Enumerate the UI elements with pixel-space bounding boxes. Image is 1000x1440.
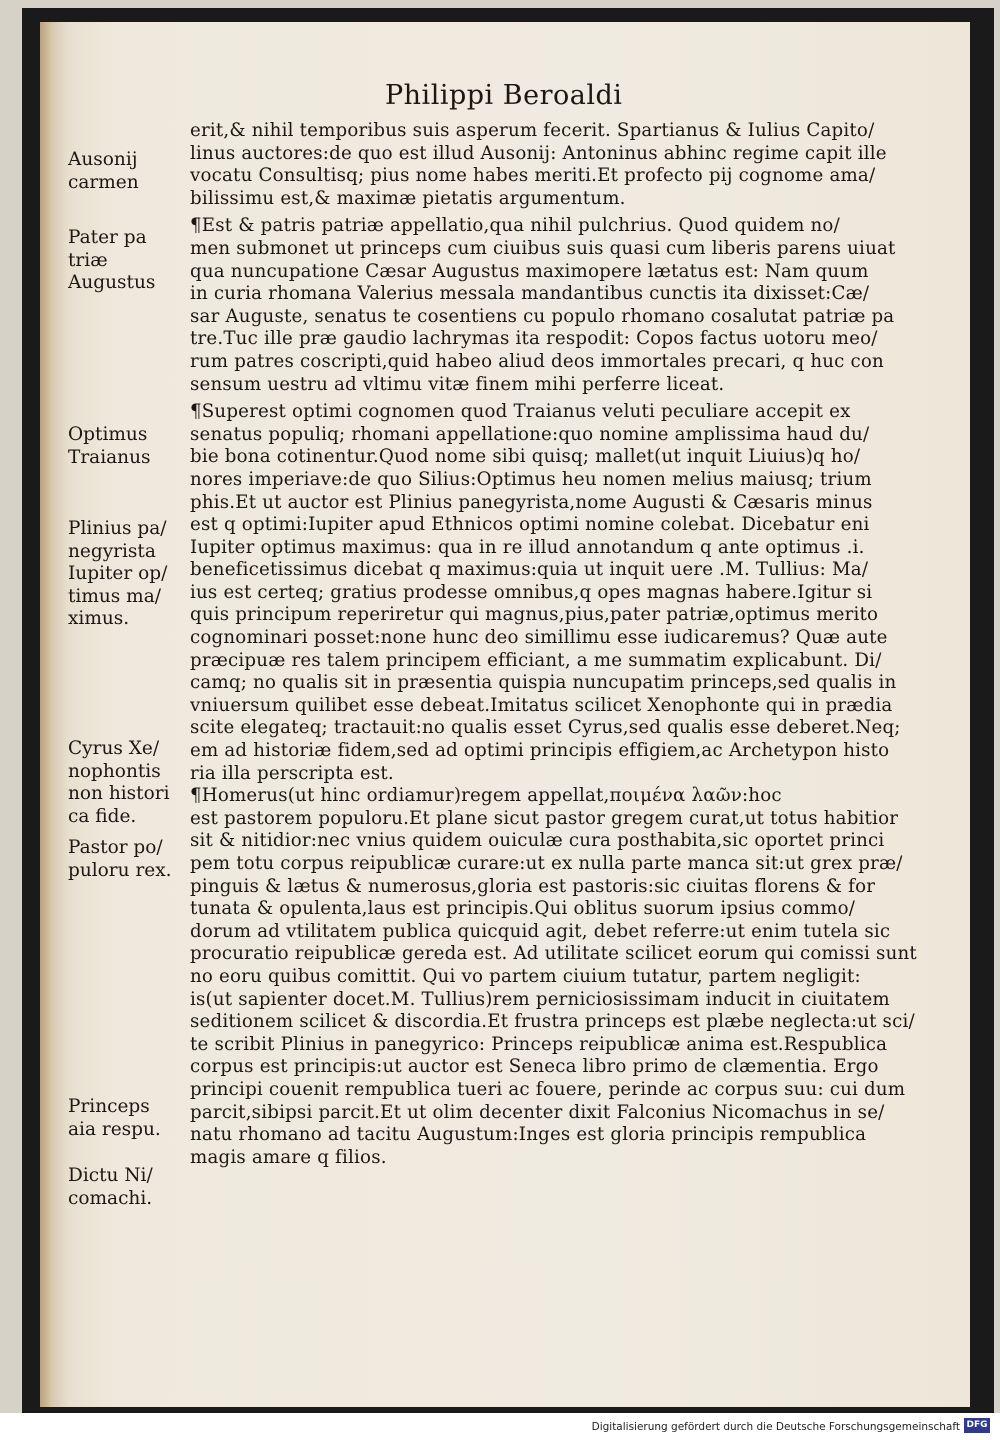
margin-note-line: Iupiter op/ [68,563,168,584]
text-line: men submonet ut princeps cum ciuibus suis quasi cum liberis parens uiuat [190,237,896,259]
text-line: parcit,sibipsi parcit.Et ut olim decenter dixit Falconius Nicomachus in se/ [190,1101,885,1123]
text-line: ius est certeq; gratius prodesse omnibus,q opes magnas habere.Igitur si [190,581,873,603]
margin-note-line: nophontis [68,760,161,782]
margin-note [68,1165,196,1210]
text-line: beneficetissimus dicebat q maximus:quia ut inquit uere .M. Tullius: Ma/ [190,559,869,581]
text-line: bilissimu est,& maximæ pietatis argumentum. [190,187,626,209]
text-line: phis.Et ut auctor est Plinius panegyrista,nome Augusti & Cæsaris minus [190,491,873,513]
main-text-block [190,120,945,1169]
text-line: qua nuncupatione Cæsar Augustus maximopere lætatus est: Nam quum [190,260,869,282]
text-line: sit & nitidior:nec vnius quidem ouiculæ cura posthabita,sic oportet princi [190,830,885,852]
text-line: est q optimi:Iupiter apud Ethnicos optimi nomine colebat. Dicebatur eni [190,514,870,536]
text-line: ¶Est & patris patriæ appellatio,qua nihil pulchrius. Quod quidem no/ [190,215,840,237]
text-line: camq; no qualis sit in præsentia quispia nuncupatim princeps,sed qualis in [190,672,897,694]
text-line: in curia rhomana Valerius messala mandantibus cunctis ita dixisset:Cæ/ [190,283,870,305]
margin-note-line: puloru rex. [68,859,172,881]
text-line: pinguis & lætus & numerosus,gloria est pastoris:sic ciuitas florens & for [190,875,876,897]
text-line: nores imperiave:de quo Silius:Optimus heu nomen melius maiusq; trium [190,468,872,490]
text-line: ria illa perscripta est. [190,762,394,784]
text-line: is(ut sapienter docet.M. Tullius)rem perniciosissimam inducit in ciuitatem [190,988,890,1010]
margin-note [68,518,196,631]
margin-note-line: comachi. [68,1187,153,1209]
margin-note [68,227,196,295]
text-line: no eoru quibus comittit. Qui vo partem ciuium tutatur, partem negligit: [190,965,861,987]
margin-note-line: ximus. [68,608,130,629]
margin-note-line: negyrista [68,540,156,562]
margin-note-line: non histori [68,783,170,804]
text-line: quis principum reperiretur qui magnus,pius,pater patriæ,optimus merito [190,604,879,626]
dfg-logo-icon: DFG [964,1418,990,1433]
text-line: ¶Superest optimi cognomen quod Traianus veluti peculiare accepit ex [190,401,851,423]
text-line: vniuersum quilibet esse debeat.Imitatus scilicet Xenophonte qui in prædia [190,694,893,716]
text-line: tre.Tuc ille præ gaudio lachrymas ita respodit: Copos factus uotoru meo/ [190,328,878,350]
margin-note-line: aia respu. [68,1118,161,1140]
text-line: Iupiter optimus maximus: qua in re illud annotandum q ante optimus .i. [190,536,865,558]
text-line: sar Auguste, senatus te cosentiens cu populo rhomano cosalutat patriæ pa [190,305,895,327]
margin-note-line: Plinius pa/ [68,518,167,539]
margin-note-line: Dictu Ni/ [68,1165,153,1186]
text-line: cognominari posset:none hunc deo simillimu esse iudicaremus? Quæ aute [190,627,888,649]
text-line: linus auctores:de quo est illud Ausonij: Antoninus abhinc regime capit ille [190,142,887,164]
margin-note-line: Ausonij [68,149,138,170]
margin-note-line: triæ [68,249,108,271]
text-line: sensum uestru ad vltimu vitæ finem mihi perferre liceat. [190,373,725,395]
text-line: scite elegateq; tractauit:no qualis esset Cyrus,sed qualis esse deberet.Neq; [190,717,901,739]
margin-note-line: ca fide. [68,805,137,827]
text-line: seditionem scilicet & discordia.Et frustra princeps est plæbe neglecta:ut sci/ [190,1011,915,1033]
margin-note-line: carmen [68,171,139,193]
text-line: præcipuæ res talem principem efficiant, a me summatim explicabunt. Di/ [190,649,882,671]
text-line: pem totu corpus reipublicæ curare:ut ex nulla parte manca sit:ut grex præ/ [190,853,903,874]
margin-note-line: timus ma/ [68,585,161,607]
margin-note [68,149,196,194]
text-line: corpus est principis:ut auctor est Seneca libro primo de clæmentia. Ergo [190,1056,879,1078]
margin-note-line: Pastor po/ [68,837,163,858]
margin-note-line: Augustus [68,272,156,293]
margin-note [68,1096,196,1141]
margin-note-line: Traianus [68,446,151,468]
text-line: procuratio reipublicæ gereda est. Ad utilitate scilicet eorum qui comissi sunt [190,943,917,965]
text-line: dorum ad vtilitatem publica quicquid agit, debet referre:ut enim tutela sic [190,920,891,942]
text-line: vocatu Consultisq; pius nome habes meriti.Et profecto pij cognome ama/ [190,165,876,187]
margin-note [68,837,196,882]
margin-note [68,424,196,469]
running-head: Philippi Beroaldi [385,80,623,111]
text-line: te scribit Plinius in panegyrico: Princeps reipublicæ anima est.Respublica [190,1033,888,1055]
margin-note-line: Optimus [68,424,148,445]
text-line: erit,& nihil temporibus suis asperum fecerit. Spartianus & Iulius Capito/ [190,120,875,141]
text-line: magis amare q filios. [190,1146,387,1168]
margin-note [68,738,196,828]
text-line: bie bona cotinentur.Quod nome sibi quisq; mallet(ut inquit Liuius)q ho/ [190,446,861,468]
book-page [40,22,970,1407]
text-line: natu rhomano ad tacitu Augustum:Inges est gloria principis rempublica [190,1124,867,1146]
margin-note-line: Pater pa [68,227,147,248]
text-line: em ad historiæ fidem,sed ad optimi principis effigiem,ac Archetypon histo [190,740,890,762]
margin-note-line: Princeps [68,1096,150,1117]
text-line: ¶Homerus(ut hinc ordiamur)regem appellat,ποιμένα λαῶν:hoc [190,785,782,807]
text-line: rum patres coscripti,quid habeo aliud deos immortales precari, q huc con [190,350,884,372]
margin-note-line: Cyrus Xe/ [68,738,160,759]
marginal-notes [40,22,200,1407]
text-line: senatus populiq; rhomani appellatione:quo nomine amplissima haud du/ [190,423,870,445]
text-line: principi couenit rempublica tueri ac fouere, perinde ac corpus suu: cui dum [190,1078,906,1100]
funding-credit: Digitalisierung gefördert durch die Deutsche Forschungsgemeinschaft [591,1421,960,1433]
text-line: tunata & opulenta,laus est principis.Qui oblitus suorum ipsius commo/ [190,898,856,920]
text-line: est pastorem populoru.Et plane sicut pastor gregem curat,ut totus habitior [190,807,899,829]
digitization-footer [0,1413,1000,1440]
